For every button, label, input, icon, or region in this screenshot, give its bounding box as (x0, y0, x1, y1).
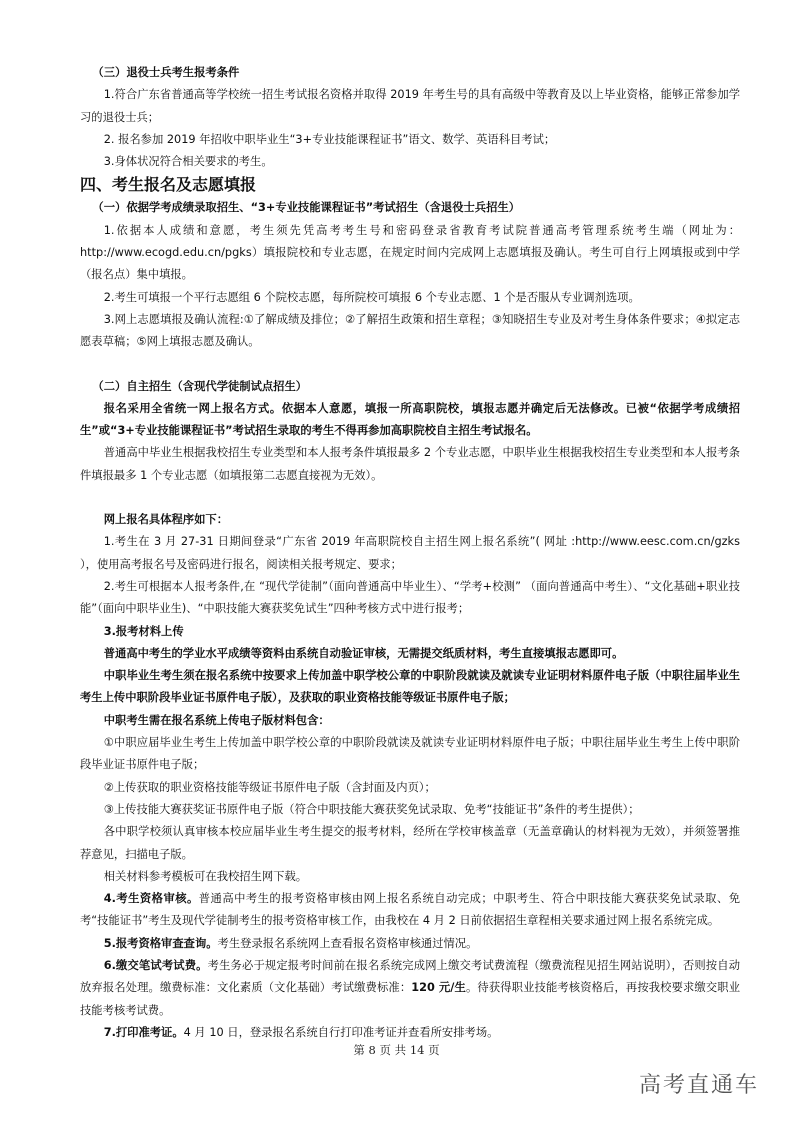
step-4-title: 4.考生资格审核。 (103, 892, 199, 906)
materials-item-2: ②上传获取的职业资格技能等级证书原件电子版（含封面及内页）； (103, 780, 436, 794)
step-5-title: 5.报考资格审查查询。 (103, 936, 218, 950)
school-review-note: 各中职学校须认真审核本校应届毕业生考生提交的报考材料，经所在学校审核盖章（无盖章确认的材料视为无效），并须签署推荐意见，扫描电子版。 (80, 825, 740, 861)
veteran-condition-2: 2. 报名参加 2019 年招收中职毕业生“3+专业技能课程证书”语文、数学、英语科目考试； (103, 132, 556, 146)
exam-admission-item-2: 2.考生可填报一个平行志愿组 6 个院校志愿，每所院校可填报 6 个专业志愿、1 个是否服从专业调剂选项。 (103, 290, 640, 304)
step-5-text: 考生登录报名系统网上查看报名资格审核通过情况。 (217, 936, 478, 950)
exam-fee: 120 元/生 (411, 981, 466, 995)
step-6-text-a: 考生务必于规定报考时间前在报名系统完成网上缴交考试费流程（缴费流程见招生网站说明），否则按自动放弃报名处理。缴费标准：文化素质（文化基础）考试缴费标准： (80, 958, 741, 995)
step-6-title: 6.缴交笔试考试费。 (103, 958, 208, 972)
procedure-step-6 (80, 955, 740, 1022)
step-4-text: 普通高中考生的报考资格审核由网上报名系统自动完成；中职考生、符合中职技能大赛获奖免试录取、免考“技能证书”考生及现代学徒制考生的报考资格审核工作，由我校在 4 月 2 日前依据招生章程相关要求通过网上报名系统完成。 (80, 892, 740, 928)
procedure-step-3-title: 3.报考材料上传 (103, 624, 184, 638)
procedure-title: 网上报名具体程序如下： (103, 513, 228, 527)
subsection-heading-exam-admission: （一）依据学考成绩录取招生、“3+专业技能课程证书”考试招生（含退役士兵招生） (92, 201, 520, 215)
step-7-text: 4 月 10 日，登录报名系统自行打印准考证并查看所安排考场。 (183, 1025, 499, 1039)
vocational-materials-note: 中职毕业生考生须在报名系统中按要求上传加盖中职学校公章的中职阶段就读及就读专业证明材料原件电子版（中职往届毕业生考生上传中职阶段毕业证书原件电子版），及获取的职业资格技能等级证书原件电子版； (80, 669, 740, 705)
exam-admission-item-1: 1.依据本人成绩和意愿，考生须先凭高考考生号和密码登录省教育考试院普通高考管理系统考生端（网址为：http://www.ecogd.edu.cn/pgks）填报院校和专业志愿，在规定时间内完成网上志愿填报及确认。考生可自行上网填报或到中学（报名点）集中填报。 (80, 223, 740, 282)
volunteer-rule: 普通高中毕业生根据我校招生专业类型和本人报考条件填报最多 2 个专业志愿，中职毕业生根据我校招生专业类型和本人报考条件填报最多 1 个专业志愿（如填报第二志愿直接视为无效）。 (80, 446, 740, 482)
vocational-materials-list-title: 中职考生需在报名系统上传电子版材料包含： (103, 713, 330, 727)
section-heading-registration: 四、考生报名及志愿填报 (80, 175, 257, 195)
watermark-logo-text: 高考直通车 (638, 1073, 759, 1098)
template-download-note: 相关材料参考模板可在我校招生网下载。 (103, 869, 308, 883)
page-content (80, 62, 740, 1044)
highschool-materials-note: 普通高中考生的学业水平成绩等资料由系统自动验证审核，无需提交纸质材料，考生直接填报志愿即可。 (103, 646, 624, 660)
veteran-condition-1: 1.符合广东省普通高等学校统一招生考试报名资格并取得 2019 年考生号的具有高级中等教育及以上毕业资格，能够正常参加学习的退役士兵； (80, 88, 740, 124)
page-number: 第 8 页 共 14 页 (353, 1043, 440, 1057)
procedure-step-4 (80, 888, 740, 933)
procedure-step-5 (80, 933, 740, 955)
procedure-step-7 (80, 1022, 740, 1044)
step-7-title: 7.打印准考证。 (103, 1025, 184, 1039)
veteran-condition-3: 3.身体状况符合相关要求的考生。 (103, 155, 273, 169)
procedure-step-1: 1.考生在 3 月 27-31 日期间登录“广东省 2019 年高职院校自主招生网上报名系统”( 网址 :http://www.eesc.com.cn/gzks ），使用高考报名号及密码进行报名，阅读相关报考规定、要求； (80, 535, 740, 571)
procedure-step-2: 2.考生可根据本人报考条件,在 “现代学徒制”（面向普通高中毕业生）、“学考+校测” （面向普通高中考生）、“文化基础+职业技能”（面向中职毕业生)、“中职技能大赛获奖免试生”四种考核方式中进行报考； (80, 579, 740, 616)
materials-item-3: ③上传技能大赛获奖证书原件电子版（符合中职技能大赛获奖免试录取、免考“技能证书”条件的考生提供）； (103, 802, 640, 816)
registration-notice: 报名采用全省统一网上报名方式。依据本人意愿，填报一所高职院校，填报志愿并确定后无法修改。已被“依据学考成绩招生”或“3+专业技能课程证书”考试招生录取的考生不得再参加高职院校自主招生考试报名。 (80, 401, 740, 438)
step-6-text-b: 。待获得职业技能考核资格后，再按我校要求缴交职业技能考核考试费。 (80, 981, 740, 1017)
section-heading-veterans: （三）退役士兵考生报考条件 (92, 66, 240, 79)
materials-item-1: ①中职应届毕业生考生上传加盖中职学校公章的中职阶段就读及就读专业证明材料原件电子版；中职往届毕业生考生上传中职阶段毕业证书原件电子版； (80, 736, 740, 772)
subsection-heading-independent-admission: （二）自主招生（含现代学徒制试点招生） (92, 379, 308, 393)
exam-admission-item-3: 3.网上志愿填报及确认流程:①了解成绩及排位；②了解招生政策和招生章程；③知晓招生专业及对考生身体条件要求；④拟定志愿表草稿；⑤网上填报志愿及确认。 (80, 312, 740, 349)
